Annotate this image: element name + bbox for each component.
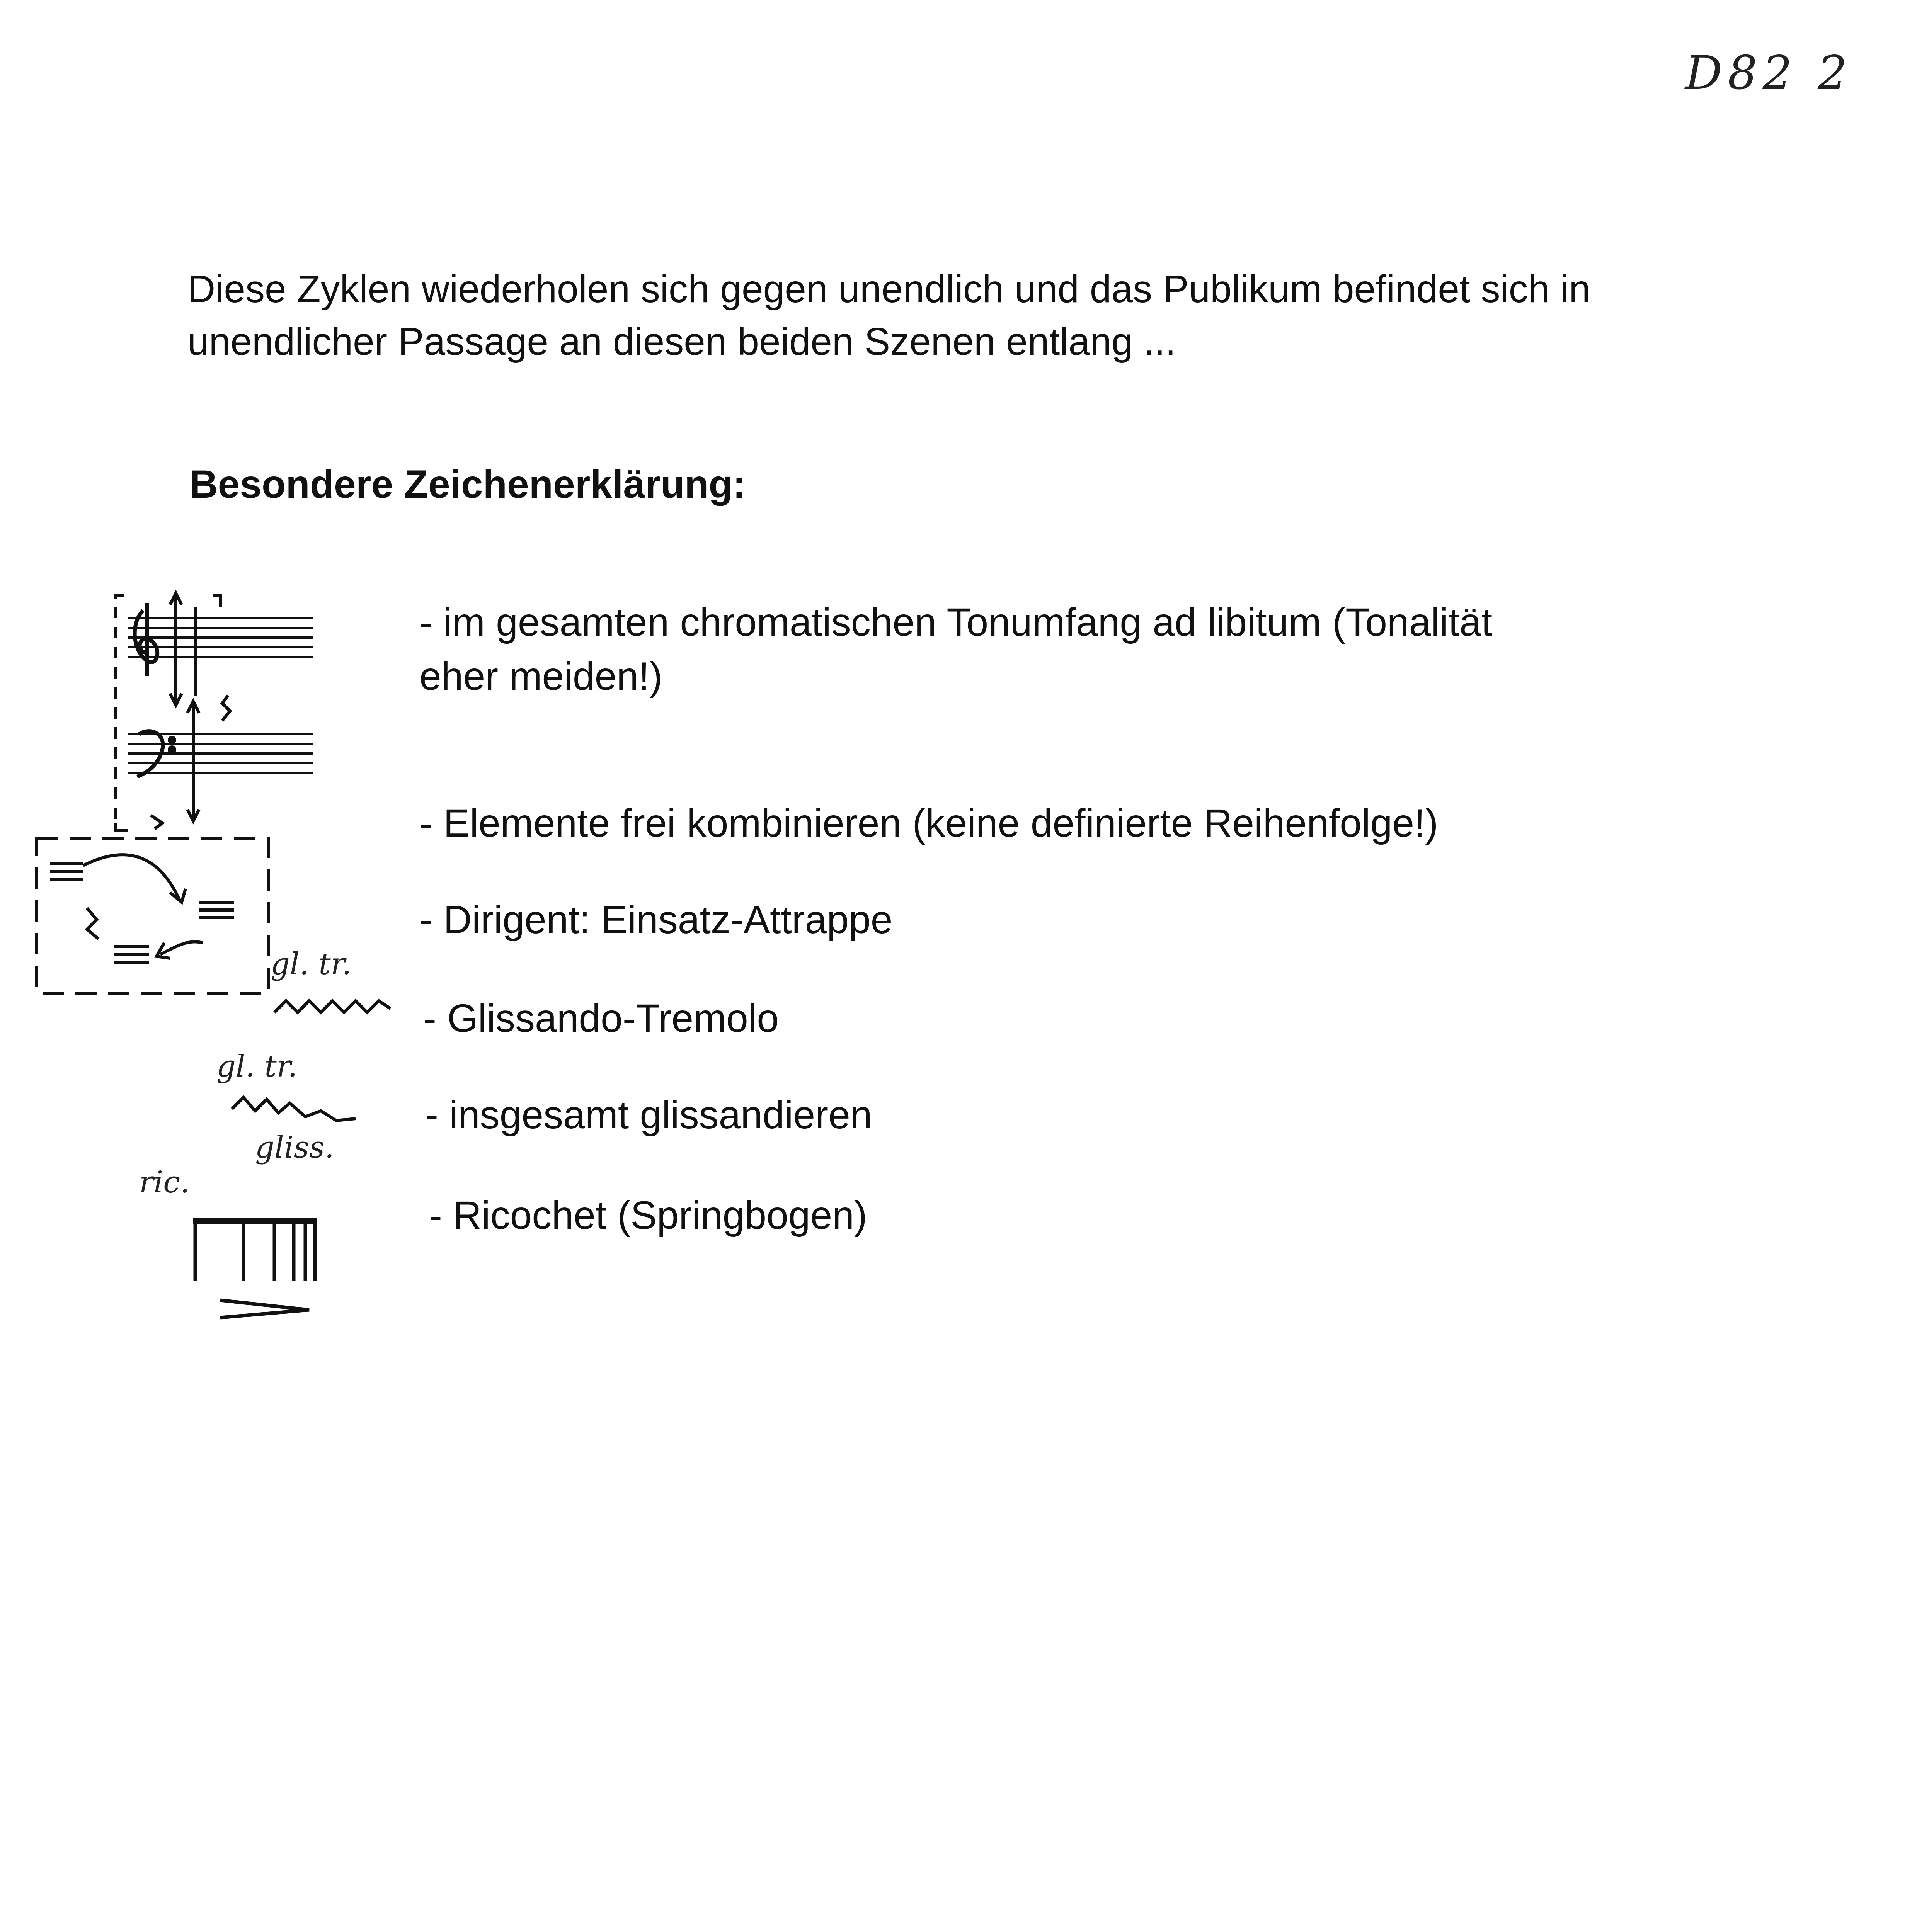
ricochet-label: ric. [139, 1165, 190, 1200]
legend-item-text-line1: - im gesamten chromatischen Tonumfang ad libitum (Tonalität [419, 600, 1493, 644]
overall-glissando-symbol [228, 1090, 375, 1132]
legend-item-glissando-tremolo: - Glissando-Tremolo [423, 996, 779, 1040]
legend-item-chromatic-range [419, 595, 1492, 703]
intro-paragraph: Diese Zyklen wiederholen sich gegen unendlich und das Publikum befindet sich in unendlicher Passage an diesen beiden Szenen entlang ... [187, 267, 1590, 363]
free-combination-box-symbol [33, 827, 280, 1005]
page-id: D82 2 [1685, 46, 1853, 100]
glissando-tremolo-symbol [271, 989, 398, 1028]
legend-item-ricochet: - Ricochet (Springbogen) [429, 1193, 867, 1237]
legend-item-dummy-cue: - Dirigent: Einsatz-Attrappe [419, 898, 893, 942]
overall-glissando-label: gl. tr. [216, 1049, 298, 1084]
ricochet-symbol [186, 1213, 325, 1321]
legend-item-text-line2: eher meiden!) [419, 654, 663, 698]
overall-glissando-gliss-label: gliss. [255, 1130, 334, 1165]
glissando-tremolo-label: gl. tr. [271, 947, 352, 981]
legend-heading: Besondere Zeichenerklärung: [189, 462, 746, 506]
chromatic-range-staff-symbol [104, 587, 321, 838]
legend-item-overall-glissando: - insgesamt glissandieren [425, 1093, 872, 1137]
legend-item-free-combination: - Elemente frei kombinieren (keine definierte Reihenfolge!) [419, 801, 1439, 845]
